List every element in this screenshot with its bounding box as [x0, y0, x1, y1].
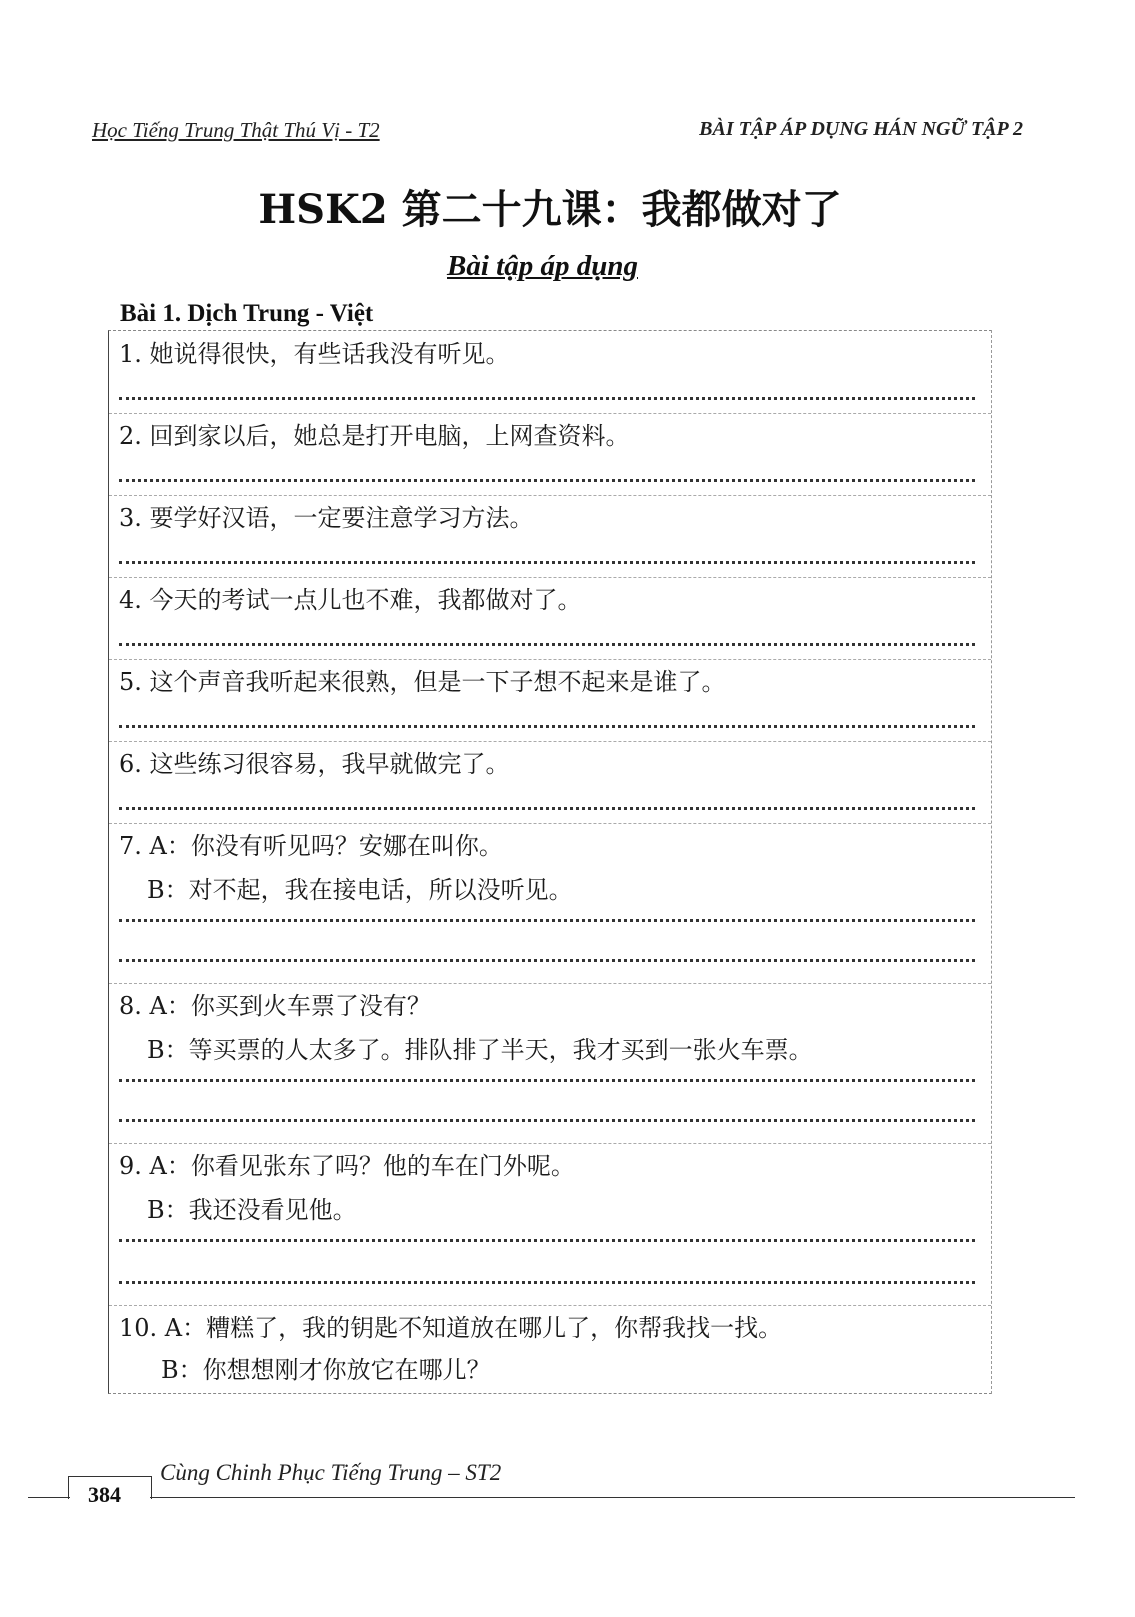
exercise-sentence: 6. 这些练习很容易，我早就做完了。: [119, 750, 510, 778]
exercise-sentence: 2. 回到家以后，她总是打开电脑，上网查资料。: [119, 422, 630, 450]
answer-line[interactable]: [119, 561, 975, 564]
exercise-item-1: [109, 331, 991, 414]
answer-line[interactable]: [119, 1119, 975, 1122]
exercise-sentence-a: 8. A：你买到火车票了没有？: [119, 992, 431, 1020]
exercise-item-5: [109, 659, 991, 742]
exercise-sentence-b: B：我还没看见他。: [147, 1196, 357, 1224]
exercise-sentence-a: 9. A：你看见张东了吗？他的车在门外呢。: [119, 1152, 575, 1180]
exercise-item-7: [109, 823, 991, 984]
exercise-item-3: [109, 495, 991, 578]
answer-line[interactable]: [119, 397, 975, 400]
exercise-item-4: [109, 577, 991, 660]
footer-series-title: Cùng Chinh Phục Tiếng Trung – ST2: [160, 1460, 502, 1485]
exercise-item-2: [109, 413, 991, 496]
answer-line[interactable]: [119, 725, 975, 728]
section-title: Bài 1. Dịch Trung - Việt: [120, 300, 374, 327]
exercise-sentence-a: 7. A：你没有听见吗？安娜在叫你。: [119, 832, 503, 860]
exercise-sentence-b: B：等买票的人太多了。排队排了半天，我才买到一张火车票。: [147, 1036, 813, 1064]
exercise-item-6: [109, 741, 991, 824]
page-number: 384: [88, 1482, 121, 1507]
answer-line[interactable]: [119, 807, 975, 810]
answer-line[interactable]: [119, 919, 975, 922]
exercise-sentence-a: 10. A：糟糕了，我的钥匙不知道放在哪儿了，你帮我找一找。: [119, 1314, 783, 1342]
exercise-item-8: [109, 983, 991, 1144]
exercise-sentence: 1. 她说得很快，有些话我没有听见。: [119, 340, 510, 368]
exercise-item-9: [109, 1143, 991, 1306]
lesson-title: HSK2 第二十九课：我都做对了: [258, 186, 842, 233]
exercise-box: [108, 330, 992, 1394]
exercise-item-10: [109, 1305, 991, 1393]
exercise-sentence-b: B：对不起，我在接电话，所以没听见。: [147, 876, 573, 904]
exercise-subtitle: Bài tập áp dụng: [447, 250, 638, 282]
answer-line[interactable]: [119, 959, 975, 962]
header-book-title: Học Tiếng Trung Thật Thú Vị - T2: [92, 118, 380, 142]
answer-line[interactable]: [119, 1281, 975, 1284]
answer-line[interactable]: [119, 643, 975, 646]
answer-line[interactable]: [119, 1079, 975, 1082]
exercise-sentence: 4. 今天的考试一点儿也不难，我都做对了。: [119, 586, 582, 614]
answer-line[interactable]: [119, 1239, 975, 1242]
answer-line[interactable]: [119, 479, 975, 482]
footer-rule-left: [28, 1497, 70, 1498]
header-section-title: BÀI TẬP ÁP DỤNG HÁN NGỮ TẬP 2: [699, 118, 1023, 140]
exercise-sentence: 3. 要学好汉语，一定要注意学习方法。: [119, 504, 534, 532]
footer-rule: [150, 1497, 1075, 1498]
exercise-sentence-b: B：你想想刚才你放它在哪儿？: [161, 1356, 491, 1384]
exercise-sentence: 5. 这个声音我听起来很熟，但是一下子想不起来是谁了。: [119, 668, 726, 696]
